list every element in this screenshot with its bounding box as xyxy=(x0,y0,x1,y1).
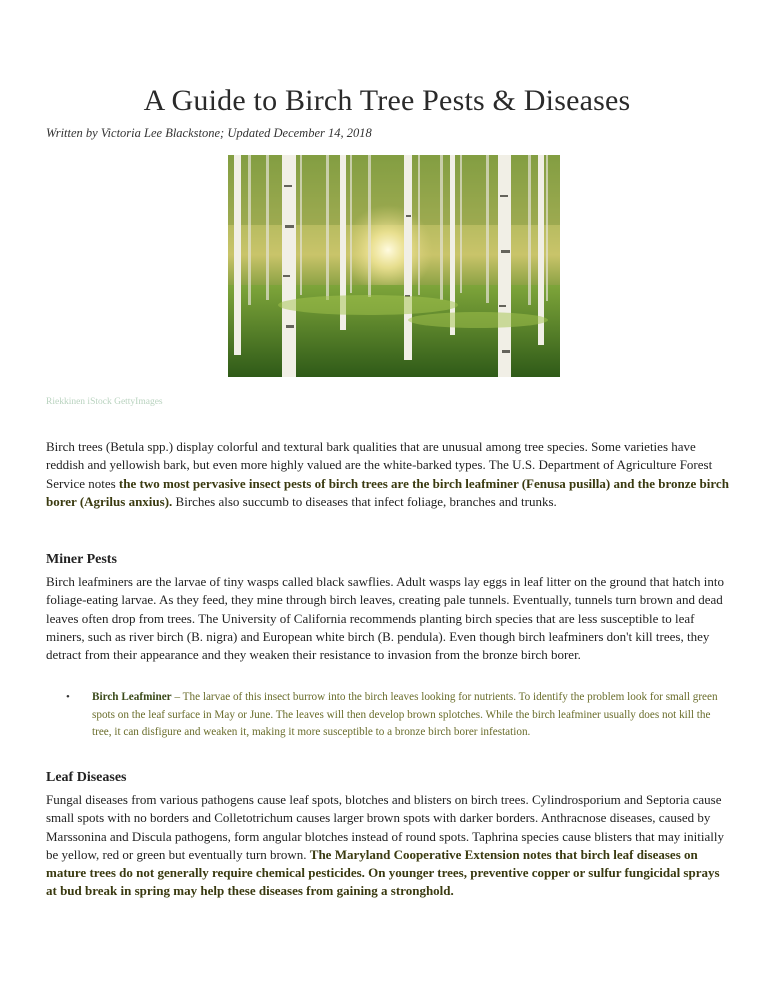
leaf-diseases-highlight: The Maryland Cooperative Extension notes that birch leaf diseases on mature trees do not generally require chemical pesticides. On younger trees, preventive copper or sulfur fungicidal sprays at bud break in spring may help these diseases from gaining a stronghold. xyxy=(46,846,720,899)
intro-paragraph xyxy=(46,438,732,511)
miner-pests-heading: Miner Pests xyxy=(46,552,117,567)
miner-pests-paragraph: Birch leafminers are the larvae of tiny wasps called black sawflies. Adult wasps lay eggs in leaf litter on the ground that hatch into foliage-eating larvae. As they feed, they mine through birch leaves, creating pale tunnels. Eventually, tunnels turn brown and dead leaves often drop from trees. The University of California recommends planting birch species that are less susceptible to leaf miners, such as river birch (B. nigra) and European white birch (B. pendula). Even though birch leafminers don't kill trees, they detract from their appearance and they weaken their resistance to invasion from the bronze birch borer. xyxy=(46,574,724,663)
intro-highlight: the two most pervasive insect pests of birch trees are the birch leafminer (Fenusa pusilla) and the bronze birch borer (Agrilus anxius). xyxy=(46,475,729,509)
bullet-body: – The larvae of this insect burrow into the birch leaves looking for nutrients. To identify the problem look for small green spots on the leaf surface in May or June. The leaves will then develop brown splotches. While the birch leafminer usually does not kill the tree, it can disfigure and weaken it, making it more susceptible to a bronze birch borer infestation. xyxy=(92,691,718,738)
intro-text-end: Birches also succumb to diseases that infect foliage, branches and trunks. xyxy=(172,493,557,509)
leaf-diseases-text: Fungal diseases from various pathogens cause leaf spots, blotches and blisters on birch trees. Cylindrosporium and Septoria cause small spots with no borders and Colletotrichum causes larger brown spots with darker borders. Anthracnose diseases, caused by Marssonina and Discula pathogens, form angular blotches instead of round spots. Taphrina species cause blisters that may initially be yellow, red or green but eventually turn brown. xyxy=(46,792,724,862)
bullet-dot: • xyxy=(66,691,70,703)
bullet-text xyxy=(92,689,732,742)
birch-forest-photo xyxy=(228,155,560,377)
leaf-diseases-paragraph xyxy=(46,791,732,901)
leaf-diseases-heading: Leaf Diseases xyxy=(46,770,127,785)
byline: Written by Victoria Lee Blackstone; Updated December 14, 2018 xyxy=(46,126,372,140)
image-credit: Riekkinen iStock GettyImages xyxy=(46,397,163,407)
bullet-lead: Birch Leafminer xyxy=(92,691,172,703)
page-title: A Guide to Birch Tree Pests & Diseases xyxy=(143,84,631,117)
intro-text: Birch trees (Betula spp.) display colorful and textural bark qualities that are unusual among tree species. Some varieties have reddish and yellowish bark, but even more highly valued are the white-barked types. The U.S. Department of Agriculture Forest Service notes xyxy=(46,439,713,491)
